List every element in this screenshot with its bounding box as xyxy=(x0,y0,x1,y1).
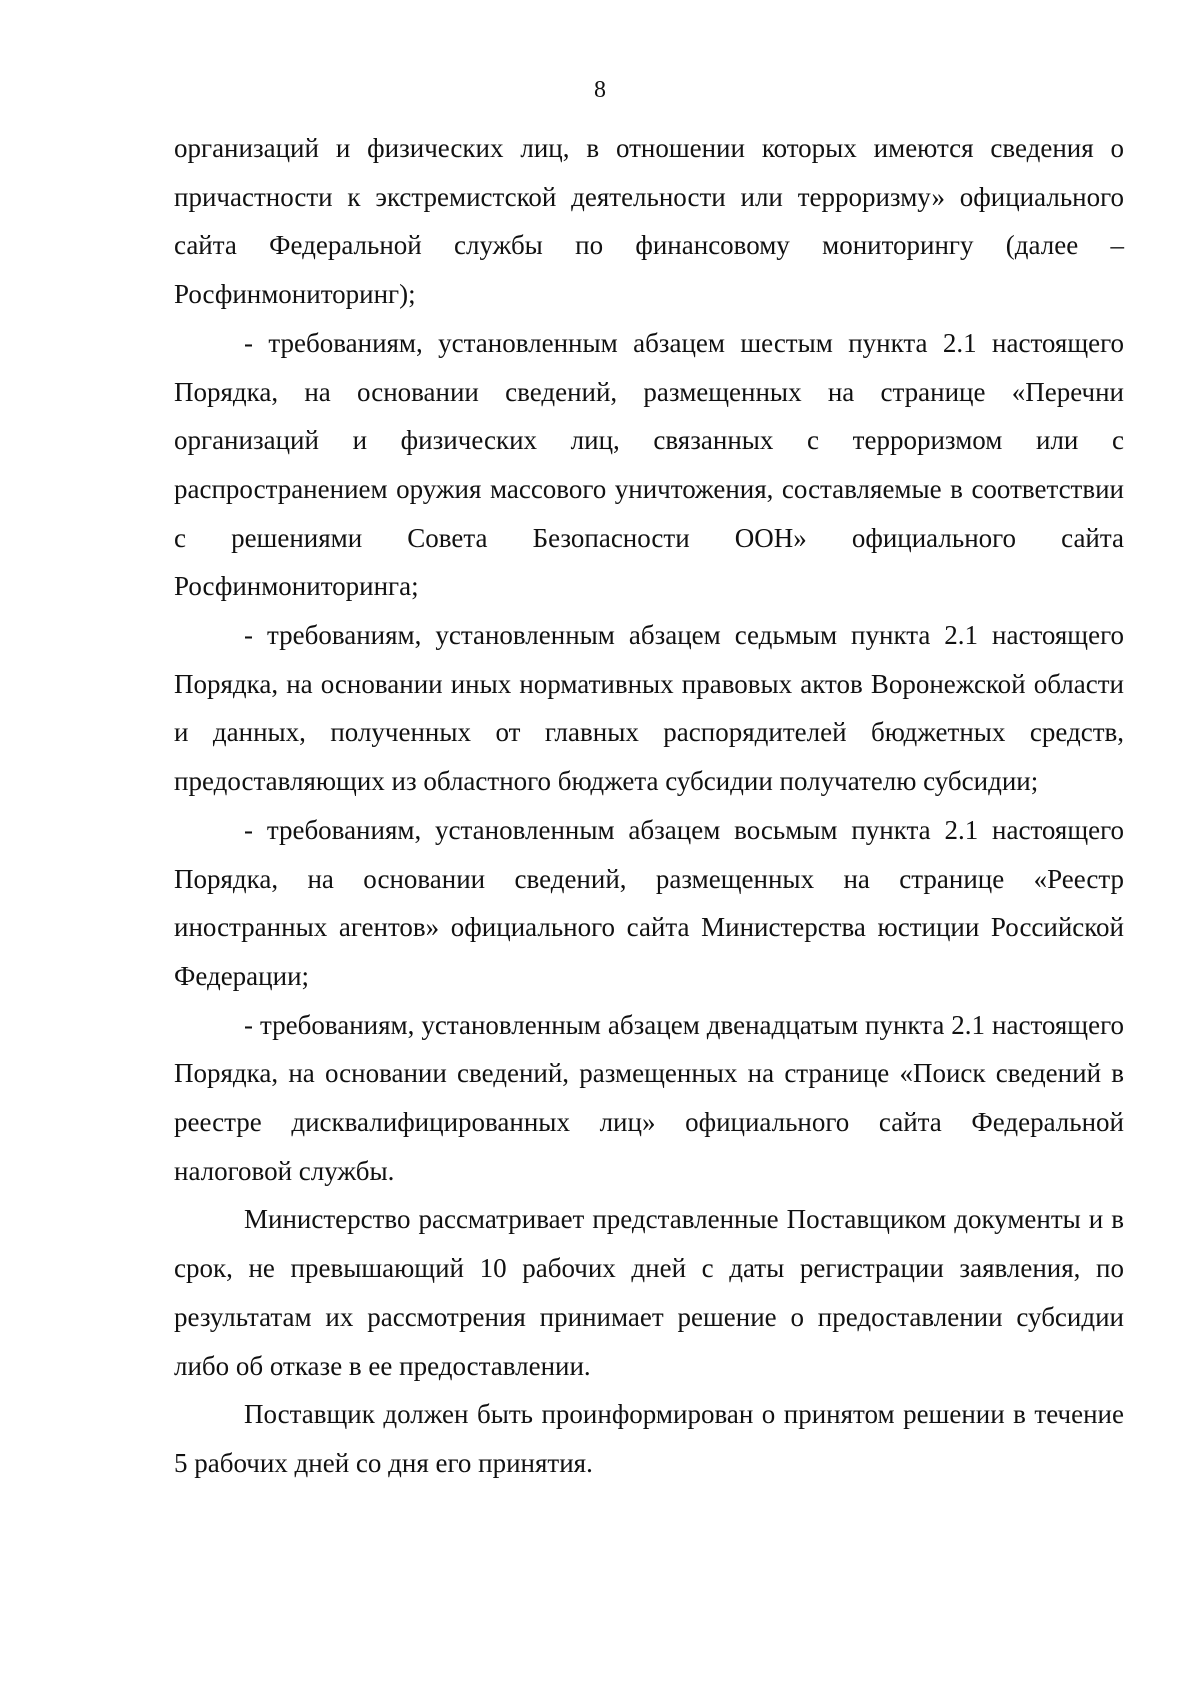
paragraph-requirement-sixth: - требованиям, установленным абзацем шестым пункта 2.1 настоящего Порядка, на основании сведений, размещенных на странице «Перечни организаций и физических лиц, связанных с терроризмом или с распространением оружия массового уничтожения, составляемые в соответствии с решениями Совета Безопасности ООН» официального сайта Росфинмониторинга; xyxy=(174,327,1124,602)
paragraph-requirement-twelfth: - требованиям, установленным абзацем двенадцатым пункта 2.1 настоящего Порядка, на основании сведений, размещенных на странице «Поиск сведений в реестре дисквалифицированных лиц» официального сайта Федеральной налоговой службы. xyxy=(174,1009,1124,1186)
paragraph-supplier-notification: Поставщик должен быть проинформирован о принятом решении в течение 5 рабочих дней со дня его принятия. xyxy=(174,1399,1124,1478)
document-body xyxy=(174,124,1124,1488)
page-number: 8 xyxy=(594,77,606,103)
paragraph-requirement-seventh: - требованиям, установленным абзацем седьмым пункта 2.1 настоящего Порядка, на основании иных нормативных правовых актов Воронежской области и данных, полученных от главных распорядителей бюджетных средств, предоставляющих из областного бюджета субсидии получателю субсидии; xyxy=(174,620,1124,797)
paragraph-continuation: организаций и физических лиц, в отношении которых имеются сведения о причастности к экстремистской деятельности или терроризму» официального сайта Федеральной службы по финансовому мониторингу (далее – Росфинмониторинг); xyxy=(174,133,1124,310)
paragraph-ministry-review: Министерство рассматривает представленные Поставщиком документы и в срок, не превышающий 10 рабочих дней с даты регистрации заявления, по результатам их рассмотрения принимает решение о предоставлении субсидии либо об отказе в ее предоставлении. xyxy=(174,1204,1124,1381)
paragraph-requirement-eighth: - требованиям, установленным абзацем восьмым пункта 2.1 настоящего Порядка, на основании сведений, размещенных на странице «Реестр иностранных агентов» официального сайта Министерства юстиции Российской Федерации; xyxy=(174,814,1124,991)
